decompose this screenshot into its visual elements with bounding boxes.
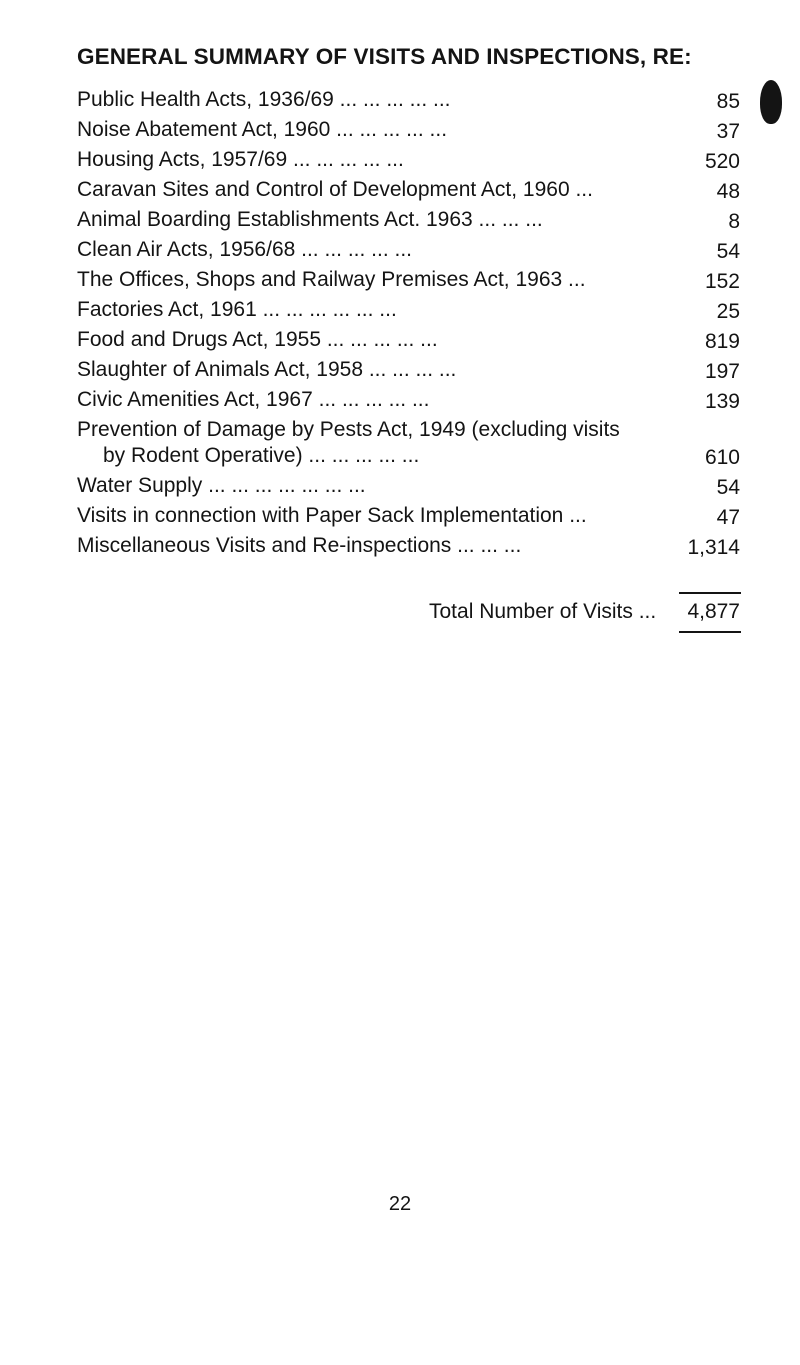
total-top-rule: [679, 592, 741, 594]
summary-list: [77, 87, 767, 563]
item-label: Food and Drugs Act, 1955 ... ... ... ... ...: [77, 328, 438, 351]
total-value: 4,877: [687, 600, 740, 623]
item-value: 48: [716, 180, 740, 203]
item-value: 610: [704, 446, 740, 469]
list-item: [77, 87, 767, 117]
item-label: Slaughter of Animals Act, 1958 ... ... ... ...: [77, 358, 457, 381]
item-value: 85: [716, 90, 740, 113]
item-label: Miscellaneous Visits and Re-inspections ... ... ...: [77, 534, 522, 557]
ink-blot: [760, 80, 782, 124]
item-value: 54: [716, 240, 740, 263]
item-label: Clean Air Acts, 1956/68 ... ... ... ... ...: [77, 238, 412, 261]
item-label: The Offices, Shops and Railway Premises Act, 1963 ...: [77, 268, 586, 291]
list-item: [77, 533, 767, 563]
list-item: [77, 357, 767, 387]
list-item: [77, 267, 767, 297]
item-value: 54: [716, 476, 740, 499]
summary-heading: GENERAL SUMMARY OF VISITS AND INSPECTIONS, RE:: [77, 44, 692, 69]
item-value: 520: [704, 150, 740, 173]
total-bottom-rule: [679, 631, 741, 633]
item-value: 8: [728, 210, 740, 233]
item-value: 1,314: [687, 536, 740, 559]
item-value: 152: [704, 270, 740, 293]
item-label: Water Supply ... ... ... ... ... ... ...: [77, 474, 366, 497]
item-label: Housing Acts, 1957/69 ... ... ... ... ...: [77, 148, 404, 171]
list-item: [77, 503, 767, 533]
item-label: Visits in connection with Paper Sack Implementation ...: [77, 504, 587, 527]
list-item: [77, 237, 767, 267]
item-label: [77, 417, 620, 469]
item-label: Animal Boarding Establishments Act. 1963 ... ... ...: [77, 208, 543, 231]
item-label-line-2: by Rodent Operative) ... ... ... ... ...: [103, 444, 420, 467]
item-value: 819: [704, 330, 740, 353]
item-label: Factories Act, 1961 ... ... ... ... ... ...: [77, 298, 397, 321]
list-item: [77, 473, 767, 503]
list-item: [77, 387, 767, 417]
item-value: 37: [716, 120, 740, 143]
item-label: Caravan Sites and Control of Development Act, 1960 ...: [77, 178, 593, 201]
item-value: 25: [716, 300, 740, 323]
total-label: Total Number of Visits ...: [429, 600, 657, 623]
list-item: [77, 177, 767, 207]
list-item: [77, 297, 767, 327]
list-item: [77, 147, 767, 177]
item-label-line-1: Prevention of Damage by Pests Act, 1949 (excluding visits: [77, 418, 620, 441]
page-number: 22: [388, 1193, 412, 1215]
list-item: [77, 417, 767, 473]
item-label: Civic Amenities Act, 1967 ... ... ... ... ...: [77, 388, 430, 411]
item-value: 197: [704, 360, 740, 383]
item-value: 47: [716, 506, 740, 529]
list-item: [77, 117, 767, 147]
item-label: Public Health Acts, 1936/69 ... ... ... ... ...: [77, 88, 451, 111]
list-item: [77, 207, 767, 237]
item-label: Noise Abatement Act, 1960 ... ... ... ... ...: [77, 118, 448, 141]
total-row: [77, 597, 767, 627]
item-value: 139: [704, 390, 740, 413]
list-item: [77, 327, 767, 357]
